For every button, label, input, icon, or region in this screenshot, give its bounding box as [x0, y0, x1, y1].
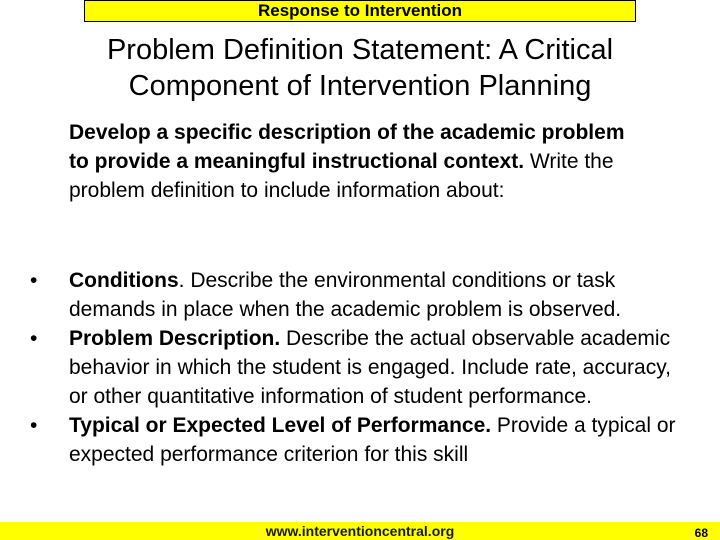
header-label: Response to Intervention [257, 1, 463, 20]
bullet-lead: Problem Description. [69, 327, 281, 350]
bullet-dot: • [30, 269, 38, 292]
bullet-item [0, 324, 680, 411]
footer-url: www.interventioncentral.org [265, 523, 455, 539]
slide-title [0, 32, 720, 104]
bullet-item [0, 411, 680, 469]
bullet-text: Provide a typical or expected performance criterion for this skill [69, 414, 676, 466]
page-number: 68 [694, 526, 708, 540]
slide-title-line-1: Problem Definition Statement: A Critical [106, 34, 614, 66]
slide-title-line-2: Component of Intervention Planning [128, 70, 592, 102]
bullet-dot: • [30, 414, 38, 437]
intro-paragraph [69, 118, 629, 205]
intro-bold-text: Develop a specific description of the academic problem to provide a meaningful instructional context. [69, 121, 625, 173]
bullet-lead: Typical or Expected Level of Performance. [69, 414, 492, 437]
header-banner [84, 0, 636, 22]
bullet-text: Describe the actual observable academic behavior in which the student is engaged. Include rate, accuracy, or other quantitative information of student performance. [69, 327, 671, 408]
bullet-dot: • [30, 327, 38, 350]
bullet-list [0, 266, 680, 469]
bullet-lead: Conditions [69, 269, 179, 292]
intro-normal-text: Write the problem definition to include information about: [69, 150, 614, 202]
bullet-text: . Describe the environmental conditions or task demands in place when the academic problem is observed. [69, 269, 622, 321]
bullet-item [0, 266, 680, 324]
